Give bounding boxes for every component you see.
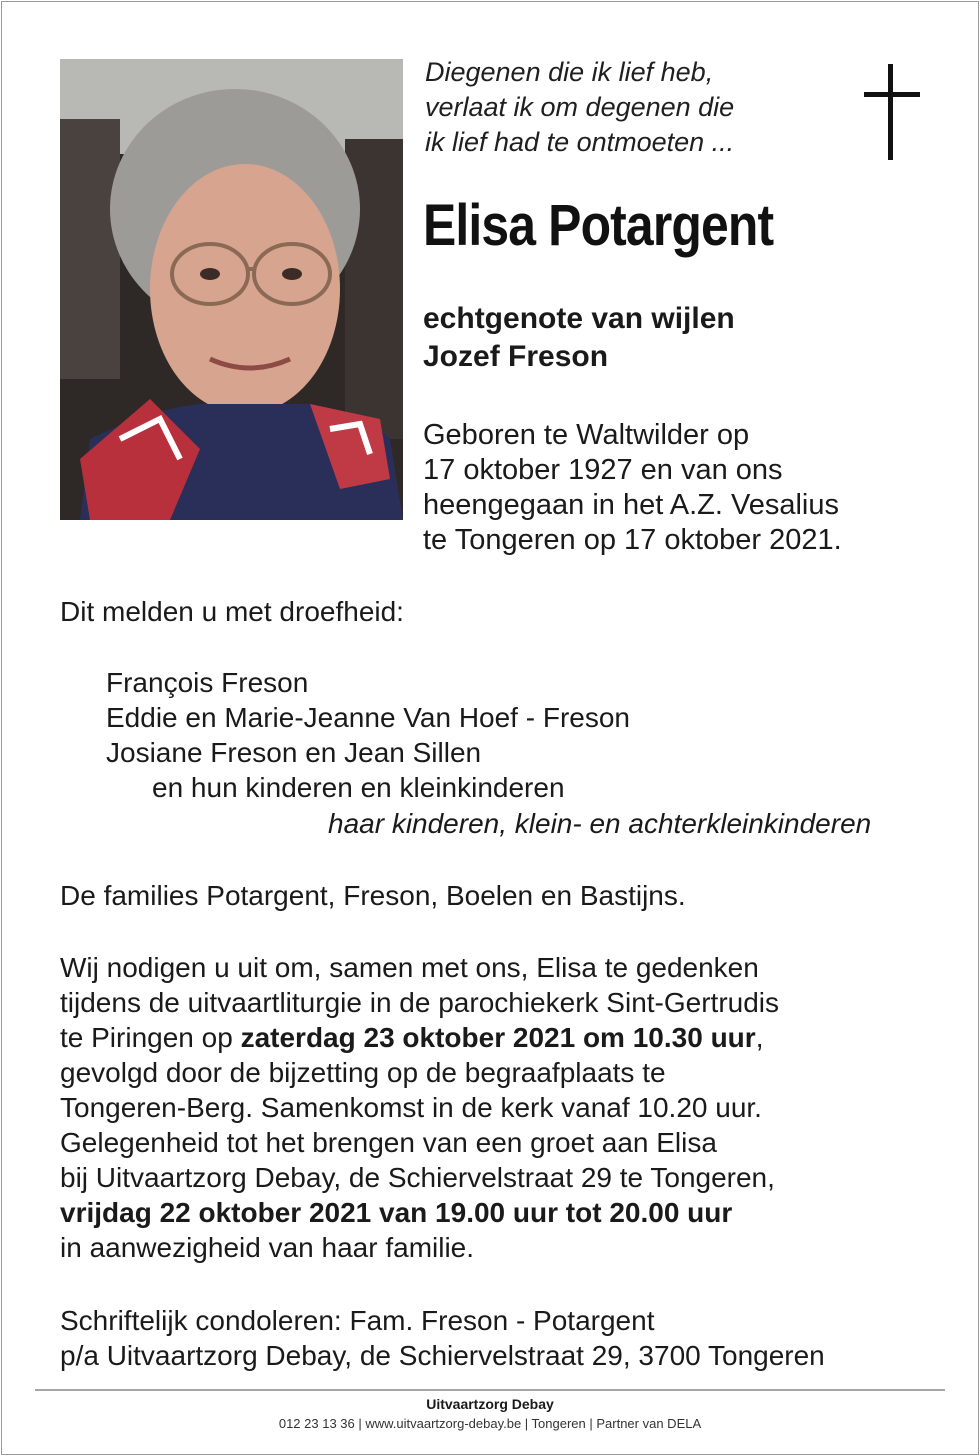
invitation-line: Gelegenheid tot het brengen van een groet aan Elisa bbox=[60, 1127, 717, 1158]
family-list bbox=[106, 665, 872, 839]
invitation-line: gevolgd door de bijzetting op de begraafplaats te bbox=[60, 1057, 666, 1088]
spouse-info bbox=[423, 300, 735, 376]
deceased-name: Elisa Potargent bbox=[423, 193, 774, 258]
funeral-date: zaterdag 23 oktober 2021 om 10.30 uur bbox=[240, 1022, 756, 1053]
condolence-info bbox=[60, 1303, 825, 1373]
invitation-line: in aanwezigheid van haar familie. bbox=[60, 1232, 475, 1263]
condolence-line: Schriftelijk condoleren: Fam. Freson - Potargent bbox=[60, 1305, 655, 1336]
invitation-line bbox=[60, 1020, 779, 1055]
family-member: Josiane Freson en Jean Sillen bbox=[106, 737, 482, 768]
birth-line: te Tongeren op 17 oktober 2021. bbox=[423, 524, 842, 556]
invitation-line: Tongeren-Berg. Samenkomst in de kerk vanaf 10.20 uur. bbox=[60, 1092, 762, 1123]
families-line: De families Potargent, Freson, Boelen en Bastijns. bbox=[60, 880, 686, 911]
birth-death-info bbox=[423, 418, 842, 558]
birth-line: 17 oktober 1927 en van ons bbox=[423, 454, 783, 486]
quote-line: Diegenen die ik lief heb, bbox=[425, 57, 714, 87]
family-member: François Freson bbox=[106, 667, 309, 698]
birth-line: Geboren te Waltwilder op bbox=[423, 419, 750, 451]
quote-line: ik lief had te ontmoeten ... bbox=[425, 127, 735, 157]
family-summary: haar kinderen, klein- en achterkleinkinderen bbox=[328, 808, 872, 839]
invitation-text-part: , bbox=[755, 1022, 764, 1053]
cross-icon bbox=[864, 64, 920, 160]
footer-divider bbox=[35, 1389, 945, 1391]
family-member: Eddie en Marie-Jeanne Van Hoef - Freson bbox=[106, 702, 630, 733]
visitation-date: vrijdag 22 oktober 2021 van 19.00 uur tot 20.00 uur bbox=[60, 1197, 733, 1228]
invitation-line: Wij nodigen u uit om, samen met ons, Elisa te gedenken bbox=[60, 952, 759, 983]
footer-company: Uitvaartzorg Debay bbox=[426, 1396, 554, 1412]
portrait-photo bbox=[60, 59, 403, 520]
spouse-name: Jozef Freson bbox=[423, 340, 609, 373]
spouse-line: echtgenote van wijlen bbox=[423, 302, 735, 335]
invitation-line: tijdens de uitvaartliturgie in de parochiekerk Sint-Gertrudis bbox=[60, 987, 780, 1018]
condolence-line: p/a Uitvaartzorg Debay, de Schiervelstraat 29, 3700 Tongeren bbox=[60, 1340, 825, 1371]
memorial-quote bbox=[425, 55, 734, 160]
invitation-line: bij Uitvaartzorg Debay, de Schiervelstraat 29 te Tongeren, bbox=[60, 1162, 775, 1193]
invitation-text bbox=[60, 950, 779, 1265]
birth-line: heengegaan in het A.Z. Vesalius bbox=[423, 489, 839, 521]
announcement-intro: Dit melden u met droefheid: bbox=[60, 596, 404, 627]
quote-line: verlaat ik om degenen die bbox=[425, 92, 735, 122]
footer-details: 012 23 13 36 | www.uitvaartzorg-debay.be | Tongeren | Partner van DELA bbox=[278, 1416, 702, 1431]
invitation-line bbox=[60, 1195, 779, 1230]
family-children: en hun kinderen en kleinkinderen bbox=[152, 772, 565, 803]
invitation-text-part: te Piringen op bbox=[60, 1022, 241, 1053]
